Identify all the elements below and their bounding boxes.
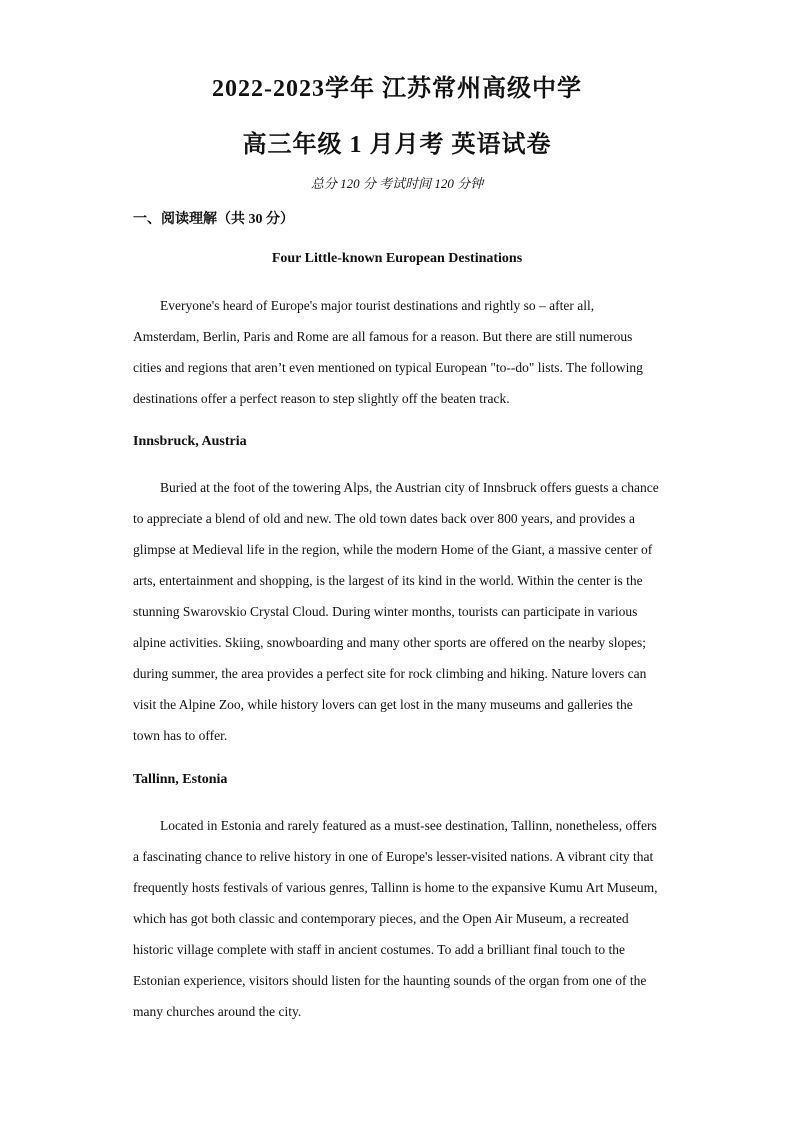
article-intro-paragraph: Everyone's heard of Europe's major tourist destinations and rightly so – after all, Amsterdam, Berlin, Paris and Rome are all famous for a reason. But there are still numerous cities and regions that aren’t even mentioned on typical European "to--do" lists. The following destinations offer a perfect reason to step slightly off the beaten track.	[133, 298, 643, 406]
destination-paragraph-tallinn: Located in Estonia and rarely featured as a must-see destination, Tallinn, nonetheless, offers a fascinating chance to relive history in one of Europe's lesser-visited nations. A vibrant city that frequently hosts festivals of various genres, Tallinn is home to the expansive Kumu Art Museum, which has got both classic and contemporary pieces, and the Open Air Museum, a recreated historic village complete with staff in ancient costumes. To add a brilliant final touch to the Estonian experience, visitors should listen for the haunting sounds of the organ from one of the many churches around the city.	[133, 818, 658, 1019]
exam-title-line2: 高三年级 1 月月考 英语试卷	[242, 132, 552, 158]
destination-heading-innsbruck: Innsbruck, Austria	[133, 434, 247, 449]
section-heading: 一、阅读理解（共 30 分）	[133, 212, 294, 227]
exam-title-line1: 2022-2023学年 江苏常州高级中学	[212, 76, 582, 102]
destination-heading-tallinn: Tallinn, Estonia	[133, 772, 228, 787]
destination-paragraph-innsbruck: Buried at the foot of the towering Alps, the Austrian city of Innsbruck offers guests a chance to appreciate a blend of old and new. The old town dates back over 800 years, and provides a glimpse at Medieval life in the region, while the modern Home of the Giant, a massive center of arts, entertainment and shopping, is the largest of its kind in the world. Within the center is the stunning Swarovskio Crystal Cloud. During winter months, tourists can participate in various alpine activities. Skiing, snowboarding and many other sports are offered on the nearby slopes; during summer, the area provides a perfect site for rock climbing and hiking. Nature lovers can visit the Alpine Zoo, while history lovers can get lost in the many museums and galleries the town has to offer.	[133, 480, 659, 743]
article-title: Four Little-known European Destinations	[271, 251, 523, 266]
exam-subtitle: 总分 120 分 考试时间 120 分钟	[310, 176, 484, 191]
